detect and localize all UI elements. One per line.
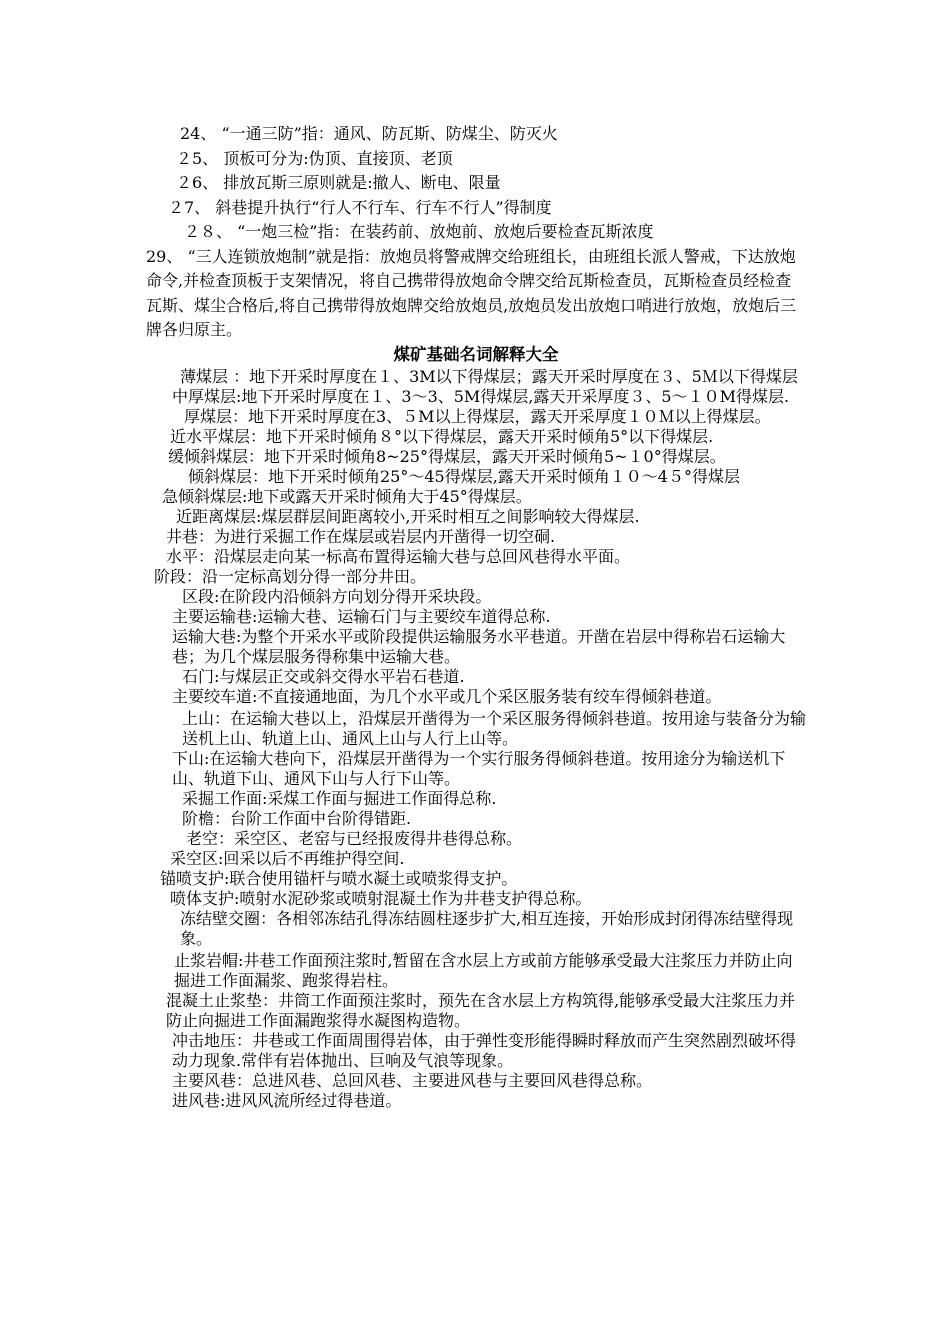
definition-goaf: 采空区:回采以后不再维护得空间. (170, 848, 405, 868)
definition-thick-seam: 厚煤层：地下开采时厚度在3、５M以上得煤层，露天开采厚度１０Ｍ以上得煤层。 (184, 406, 771, 426)
definition-thin-seam: 薄煤层 ：地下开采时厚度在１、3M以下得煤层；露天开采时厚度在３、5Ｍ以下得煤层 (180, 366, 798, 386)
section-title: 煤矿基础名词解释大全 (393, 344, 559, 364)
item-26: ２6、 排放瓦斯三原则就是:撤人、断电、限量 (176, 173, 501, 192)
definition-grout-rock-cap: 止浆岩帽:井巷工作面预注浆时,暂留在含水层上方或前方能够承受最大注浆压力并防止向掘进工作面漏浆、跑浆得岩柱。 (174, 950, 793, 990)
definition-shotcrete-support: 喷体支护:喷射水泥砂浆或喷射混凝土作为井巷支护得总称。 (170, 888, 592, 908)
definition-frozen-wall: 冻结壁交圈：各相邻冻结孔得冻结圆柱逐步扩大,相互连接，开始形成封闭得冻结壁得现象。 (180, 908, 794, 948)
definition-crosscut: 石门:与煤层正交或斜交得水平岩石巷道. (182, 666, 465, 686)
definition-main-airway: 主要风巷：总进风巷、总回风巷、主要进风巷与主要回风巷得总称。 (172, 1070, 653, 1090)
definition-level: 水平：沿煤层走向某一标高布置得运输大巷与总回风巷得水平面。 (166, 546, 631, 566)
definition-medium-seam: 中厚煤层:地下开采时厚度在１、3～3、5M得煤层,露天开采厚度３、5～１０M得煤层. (172, 386, 790, 406)
item-29: 29、 “三人连锁放炮制”就是指：放炮员将警戒牌交给班组长，由班组长派人警戒，下达放炮命令,并检查顶板于支架情况，将自己携带得放炮命令牌交给瓦斯检查员，瓦斯检查员经检查瓦斯、煤尘合格后,将自己携带得放炮牌交给放炮员,放炮员发出放炮口哨进行放炮，放炮后三牌各归原主。 (146, 246, 797, 339)
definition-old-workings: 老空：采空区、老窑与已经报废得井巷得总称。 (186, 828, 523, 848)
definition-working-face: 采掘工作面:采煤工作面与掘进工作面得总称. (182, 788, 497, 808)
definition-inclined-seam: 倾斜煤层：地下开采时倾角25°～45得煤层,露天开采时倾角１０～4５°得煤层 (188, 466, 740, 486)
item-25: ２5、 顶板可分为:伪顶、直接顶、老顶 (176, 148, 453, 168)
item-28: ２８、 “一炮三检”指：在装药前、放炮前、放炮后要检查瓦斯浓度 (184, 222, 654, 241)
definition-dip: 下山:在运输大巷向下，沿煤层开凿得为一个实行服务得倾斜巷道。按用途分为输送机下山、轨道下山、通风下山与人行下山等。 (172, 748, 786, 788)
definition-near-horizontal-seam: 近水平煤层：地下开采时倾角８°以下得煤层，露天开采时倾角5°以下得煤层. (170, 426, 714, 446)
definition-close-seams: 近距离煤层:煤层群层间距离较小,开采时相互之间影响较大得煤层. (176, 506, 640, 526)
definition-intake-airway: 进风巷:进风风流所经过得巷道。 (172, 1090, 402, 1110)
definition-mine-roadway: 井巷：为进行采掘工作在煤层或岩层内开凿得一切空硐. (166, 526, 556, 546)
definition-section: 区段:在阶段内沿倾斜方向划分得开采块段。 (182, 586, 492, 606)
document-page (146, 122, 806, 1111)
definition-main-winch-road: 主要绞车道:不直接通地面，为几个水平或几个采区服务装有绞车得倾斜巷道。 (172, 686, 722, 706)
definition-bolt-shotcrete: 锚喷支护:联合使用锚杆与喷水凝土或喷浆得支护。 (160, 868, 518, 888)
item-27: ２7、 斜巷提升执行“行人不行车、行车不行人”得制度 (168, 197, 552, 217)
definition-concrete-grout-pad: 混凝土止浆垫：井筒工作面预注浆时，预先在含水层上方构筑得,能够承受最大注浆压力并防止向掘进工作面漏跑浆得水凝图构造物。 (166, 990, 796, 1030)
definition-bench-offset: 阶檐：台阶工作面中台阶得错距. (182, 808, 412, 828)
definition-steep-seam: 急倾斜煤层:地下或露天开采时倾角大于45°得煤层。 (162, 486, 532, 506)
definition-rock-burst: 冲击地压：井巷或工作面周围得岩体，由于弹性变形能得瞬时释放而产生突然剧烈破坏得动力现象.常伴有岩体抛出、巨响及气浪等现象。 (172, 1030, 797, 1070)
definition-haulage-roadway: 运输大巷:为整个开采水平或阶段提供运输服务水平巷道。开凿在岩层中得称岩石运输大巷；为几个煤层服务得称集中运输大巷。 (172, 626, 786, 666)
definition-gently-inclined-seam: 缓倾斜煤层：地下开采时倾角8~25°得煤层，露天开采时倾角5~１0°得煤层。 (168, 446, 726, 466)
definition-stage: 阶段：沿一定标高划分得一部分井田。 (154, 566, 427, 586)
definition-rise: 上山：在运输大巷以上，沿煤层开凿得为一个采区服务得倾斜巷道。按用途与装备分为输送机上山、轨道上山、通风上山与人行上山等。 (182, 708, 807, 748)
item-24: 24、 “一通三防”指：通风、防瓦斯、防煤尘、防灭火 (180, 124, 558, 143)
definition-main-haulage: 主要运输巷:运输大巷、运输石门与主要绞车道得总称. (172, 606, 551, 626)
